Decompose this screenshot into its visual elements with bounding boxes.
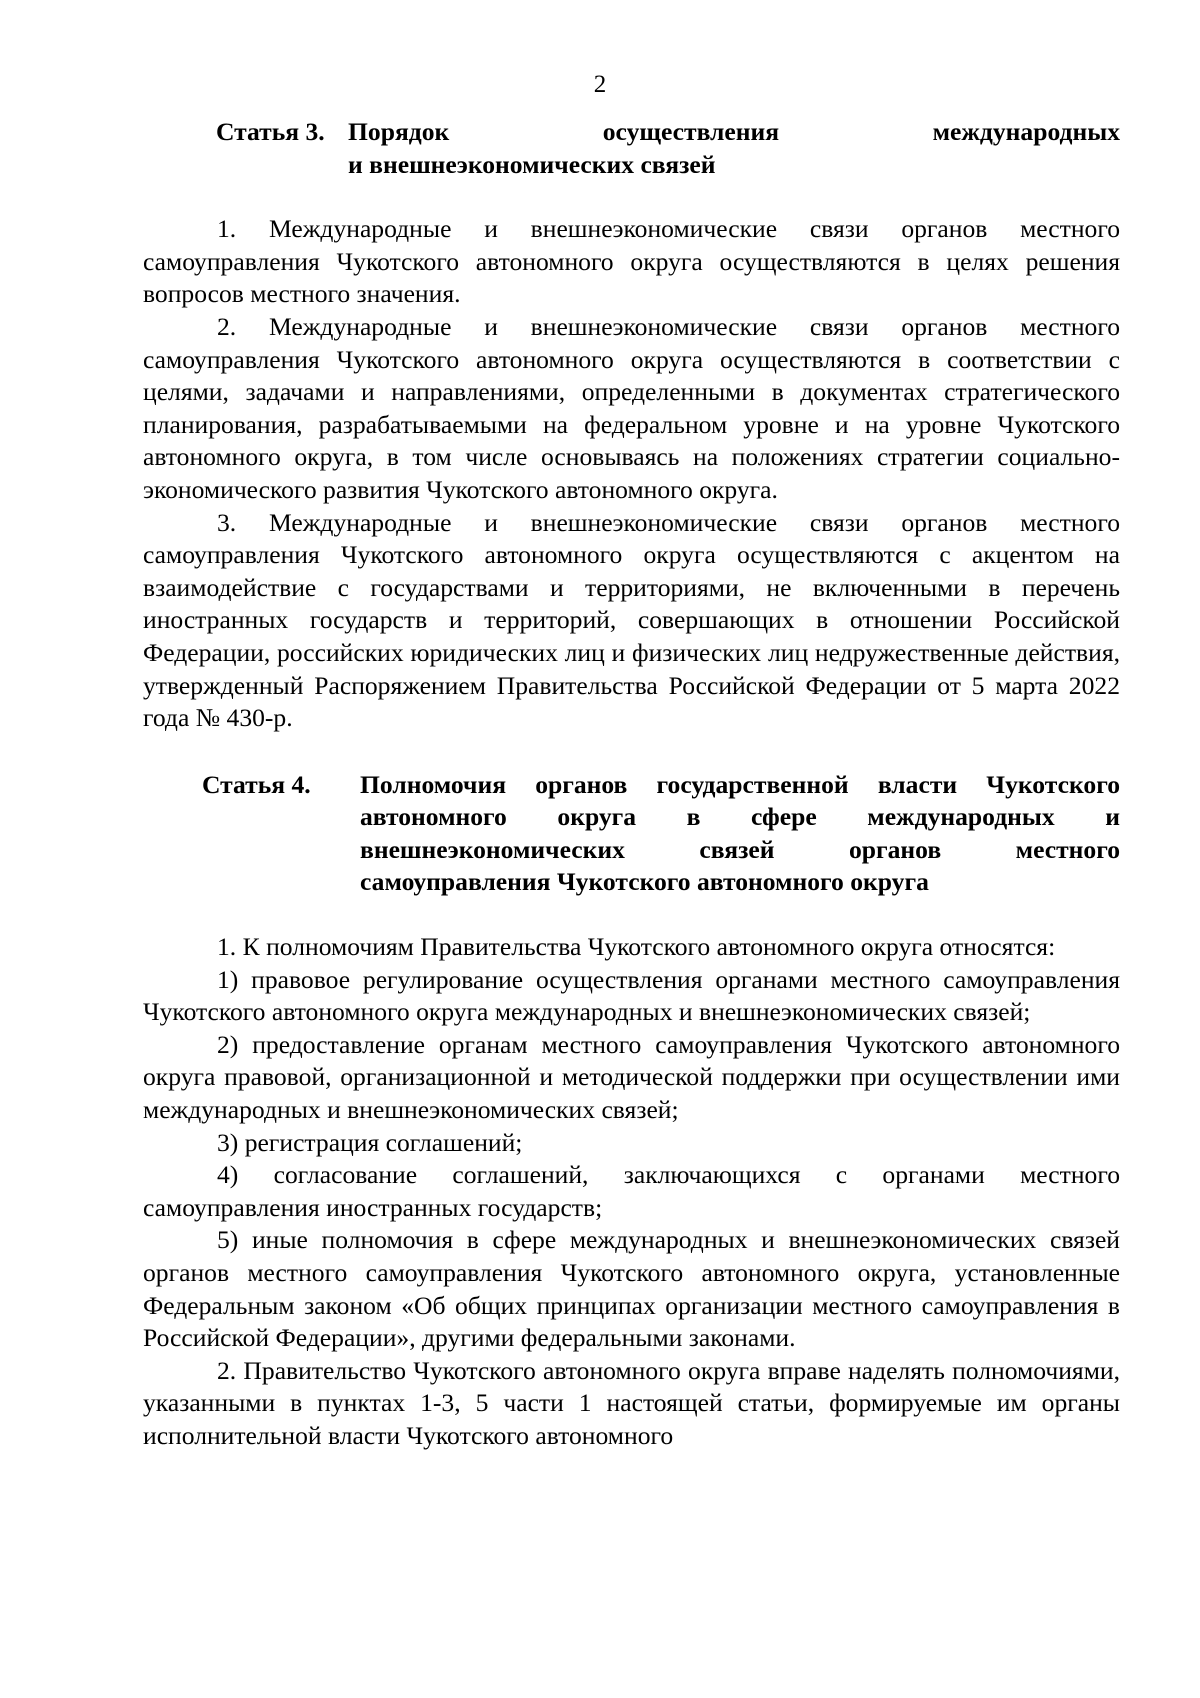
article-4-item-4: 4) согласование соглашений, заключающихся с органами местного самоуправления иностранных государств; (143, 1160, 1120, 1222)
spacer (143, 899, 1120, 931)
article-4-item-5: 5) иные полномочия в сфере международных и внешнеэкономических связей органов местного самоуправления Чукотского автономного округа, установленные Федеральным законом «Об общих принципах организации местного самоуправления в Российской Федерации», другими федеральными законами. (143, 1225, 1120, 1353)
article-4-label: Статья 4. (202, 769, 311, 799)
article-4-title-line: автономного округа в сфере международных и (360, 802, 1120, 832)
article-3-heading (216, 116, 1120, 181)
article-3-title-line: и внешнеэкономических связей (348, 149, 716, 179)
article-4-paragraph-2: 2. Правительство Чукотского автономного округа вправе наделять полномочиями, указанными в пунктах 1-3, 5 части 1 настоящей статьи, формируемые им органы исполнительной власти Чукотского автономного (143, 1355, 1120, 1450)
article-3-title-line: Порядок осуществления международных (348, 117, 1120, 146)
article-4-item-3: 3) регистрация соглашений; (217, 1127, 523, 1157)
article-4-item-1: 1) правовое регулирование осуществления органами местного самоуправления Чукотского автономного округа международных и внешнеэкономических связей; (143, 964, 1120, 1027)
article-4-title-line: Полномочия органов государственной власти Чукотского (360, 769, 1120, 799)
article-3-title (348, 116, 1120, 181)
article-3-paragraph-3: 3. Международные и внешнеэкономические связи органов местного самоуправления Чукотского автономного округа осуществляются с акцентом на взаимодействие с государствами и территориями, не включенными в перечень иностранных государств и территорий, совершающих в отношении Российской Федерации, российских юридических лиц и физических лиц недружественные действия, утвержденный Распоряжением Правительства Российской Федерации от 5 марта 2022 года № 430-р. (143, 507, 1120, 733)
article-4-title-line: самоуправления Чукотского автономного округа (360, 867, 929, 897)
article-4-paragraph-1: 1. К полномочиям Правительства Чукотского автономного округа относятся: (217, 932, 1056, 962)
document-body (143, 116, 1120, 1453)
article-3-paragraph-2: 2. Международные и внешнеэкономические связи органов местного самоуправления Чукотского автономного округа осуществляются в соответствии с целями, задачами и направлениями, определенными в документах стратегического планирования, разрабатываемыми на федеральном уровне и на уровне Чукотского автономного округа, в том числе основываясь на положениях стратегии социально-экономического развития Чукотского автономного округа. (143, 311, 1120, 504)
page-number: 2 (593, 71, 607, 98)
article-4-title-line: внешнеэкономических связей органов местного (360, 834, 1120, 864)
article-4-item-2: 2) предоставление органам местного самоуправления Чукотского автономного округа правовой, организационной и методической поддержки при осуществлении ими международных и внешнеэкономических связей; (143, 1029, 1120, 1125)
article-4-title (360, 769, 1120, 899)
spacer (143, 181, 1120, 213)
article-3-label: Статья 3. (216, 117, 325, 146)
article-4-heading (202, 769, 1120, 899)
article-3-paragraph-1: 1. Международные и внешнеэкономические связи органов местного самоуправления Чукотского автономного округа осуществляются в целях решения вопросов местного значения. (143, 214, 1120, 309)
